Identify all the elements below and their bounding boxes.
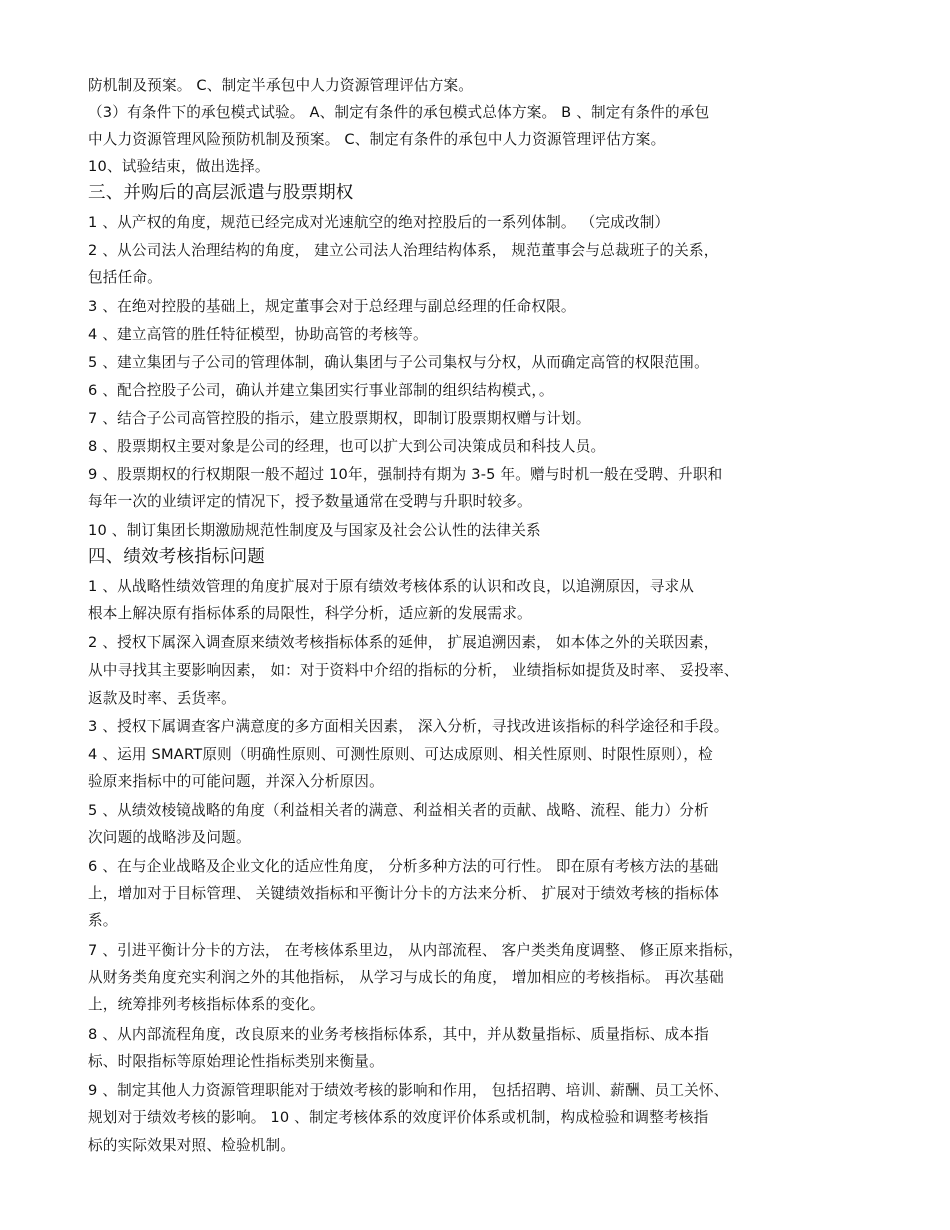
text-line: 包括任命。 <box>88 269 162 286</box>
section-heading: 三、并购后的高层派遣与股票期权 <box>88 183 354 203</box>
text-line: 1 、从战略性绩效管理的角度扩展对于原有绩效考核体系的认识和改良，以追溯原因，寻求从 <box>88 578 695 595</box>
text-line: 4 、运用 SMART原则（明确性原则、可测性原则、可达成原则、相关性原则、时限性原则），检 <box>88 746 713 763</box>
text-line: 4 、建立高管的胜任特征模型，协助高管的考核等。 <box>88 326 428 343</box>
text-line: 上，统筹排列考核指标体系的变化。 <box>88 996 325 1013</box>
text-line: 从中寻找其主要影响因素， 如：对于资料中介绍的指标的分析， 业绩指标如提货及时率、 妥投率、 <box>88 662 739 679</box>
text-line: 3 、在绝对控股的基础上，规定董事会对于总经理与副总经理的任命权限。 <box>88 298 576 315</box>
text-line: 2 、从公司法人治理结构的角度， 建立公司法人治理结构体系， 规范董事会与总裁班子的关系， <box>88 242 719 259</box>
text-line: 8 、股票期权主要对象是公司的经理，也可以扩大到公司决策成员和科技人员。 <box>88 438 606 455</box>
text-line: 根本上解决原有指标体系的局限性，科学分析，适应新的发展需求。 <box>88 605 532 622</box>
text-line: 2 、授权下属深入调查原来绩效考核指标体系的延伸， 扩展追溯因素， 如本体之外的关联因素， <box>88 634 719 651</box>
text-line: （3）有条件下的承包模式试验。 A、制定有条件的承包模式总体方案。 B 、制定有条件的承包 <box>88 104 710 121</box>
text-line: 8 、从内部流程角度，改良原来的业务考核指标体系，其中，并从数量指标、质量指标、成本指 <box>88 1026 709 1043</box>
section-heading: 四、绩效考核指标问题 <box>88 547 265 567</box>
text-line: 上，增加对于目标管理、 关键绩效指标和平衡计分卡的方法来分析、 扩展对于绩效考核的指标体 <box>88 885 720 902</box>
text-line: 标、时限指标等原始理论性指标类别来衡量。 <box>88 1053 384 1070</box>
text-line: 规划对于绩效考核的影响。 10 、制定考核体系的效度评价体系或机制，构成检验和调整考核指 <box>88 1109 709 1126</box>
text-line: 返款及时率、丢货率。 <box>88 690 236 707</box>
text-line: 5 、建立集团与子公司的管理体制，确认集团与子公司集权与分权，从而确定高管的权限范围。 <box>88 354 709 371</box>
text-line: 从财务类角度充实利润之外的其他指标， 从学习与成长的角度， 增加相应的考核指标。 再次基础 <box>88 969 724 986</box>
text-line: 7 、结合子公司高管控股的指示，建立股票期权，即制订股票期权赠与计划。 <box>88 410 591 427</box>
text-line: 验原来指标中的可能问题，并深入分析原因。 <box>88 773 384 790</box>
text-line: 次问题的战略涉及问题。 <box>88 829 251 846</box>
text-line: 系。 <box>88 912 118 929</box>
text-line: 10、试验结束，做出选择。 <box>88 158 270 175</box>
text-line: 1 、从产权的角度，规范已经完成对光速航空的绝对控股后的一系列体制。 （完成改制） <box>88 214 670 231</box>
text-line: 9 、股票期权的行权期限一般不超过 10年，强制持有期为 3-5 年。赠与时机一般在受聘、升职和 <box>88 466 723 483</box>
text-line: 6 、配合控股子公司，确认并建立集团实行事业部制的组织结构模式，。 <box>88 382 554 399</box>
text-line: 5 、从绩效棱镜战略的角度（利益相关者的满意、利益相关者的贡献、战略、流程、能力）分析 <box>88 802 709 819</box>
text-line: 6 、在与企业战略及企业文化的适应性角度， 分析多种方法的可行性。 即在原有考核方法的基础 <box>88 858 719 875</box>
text-line: 3 、授权下属调查客户满意度的多方面相关因素， 深入分析，寻找改进该指标的科学途径和手段。 <box>88 718 729 735</box>
text-line: 标的实际效果对照、检验机制。 <box>88 1137 296 1154</box>
text-line: 每年一次的业绩评定的情况下，授予数量通常在受聘与升职时较多。 <box>88 493 532 510</box>
text-line: 中人力资源管理风险预防机制及预案。 C、制定有条件的承包中人力资源管理评估方案。 <box>88 131 666 148</box>
text-line: 防机制及预案。 C、制定半承包中人力资源管理评估方案。 <box>88 77 474 94</box>
text-line: 7 、引进平衡计分卡的方法， 在考核体系里边， 从内部流程、 客户类类角度调整、 修正原来指标， <box>88 942 744 959</box>
text-line: 9 、制定其他人力资源管理职能对于绩效考核的影响和作用， 包括招聘、培训、薪酬、员工关怀、 <box>88 1082 729 1099</box>
text-line: 10 、制订集团长期激励规范性制度及与国家及社会公认性的法律关系 <box>88 522 541 539</box>
